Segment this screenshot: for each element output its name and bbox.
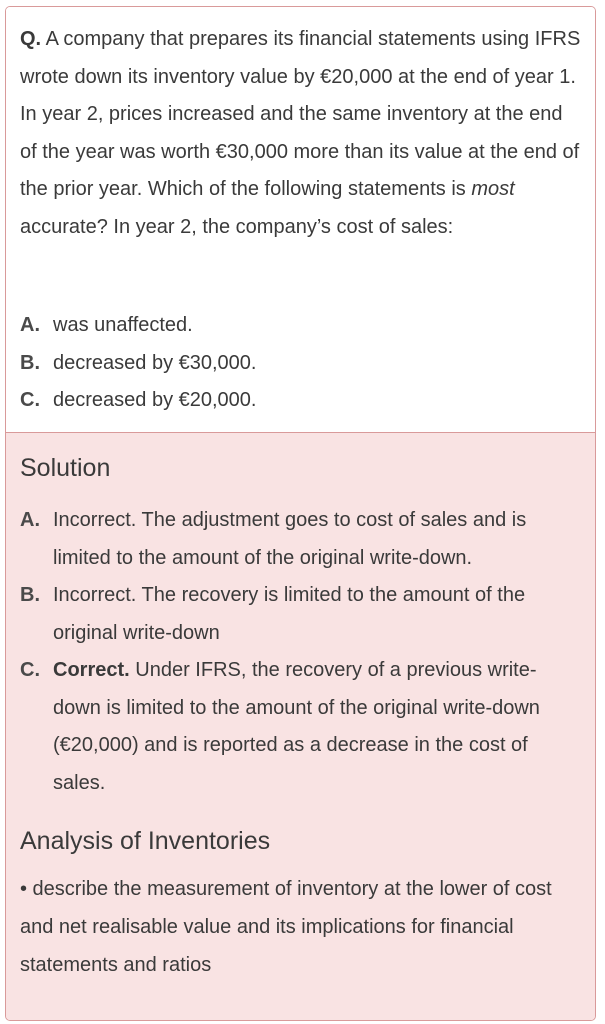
question-stem-part-1: A company that prepares its financial statements using IFRS wrote down its inventory value by €20,000 at the end of year 1. In year 2, prices increased and the same inventory at the end of the year was worth €30,000 more than its value at the end of the prior year. Which of the following statements is [20, 28, 581, 200]
question-label: Q. [20, 28, 42, 50]
learning-outcome-text: • describe the measurement of inventory at the lower of cost and net realisable value and its implications for financial statements and ratios [20, 878, 552, 976]
option-text: decreased by €20,000. [53, 389, 257, 411]
option-a[interactable] [20, 307, 580, 345]
solution-letter: A. [20, 509, 40, 531]
question-stem-part-2: accurate? In year 2, the company’s cost of sales: [20, 215, 454, 238]
option-letter: C. [20, 389, 40, 411]
solution-letter: C. [20, 659, 40, 681]
solution-explanation [53, 502, 580, 577]
option-text: decreased by €30,000. [53, 351, 257, 374]
solution-reason: The adjustment goes to cost of sales and is limited to the amount of the original write-down. [53, 509, 527, 569]
question-text [20, 21, 582, 246]
solution-verdict: Incorrect. [53, 509, 137, 531]
option-letter: A. [20, 314, 40, 336]
solution-section [6, 433, 595, 1020]
solution-verdict: Correct. [53, 659, 130, 681]
solution-item-b [20, 577, 580, 652]
solution-reason: Under IFRS, the recovery of a previous write-down is limited to the amount of the original write-down (€20,000) and is reported as a decrease in the cost of sales. [53, 659, 540, 794]
solution-verdict: Incorrect. [53, 584, 137, 606]
option-c[interactable] [20, 382, 580, 420]
option-text: was unaffected. [53, 314, 193, 336]
solution-list [20, 502, 580, 802]
answer-options [20, 307, 580, 420]
solution-letter: B. [20, 584, 40, 606]
solution-item-c [20, 652, 580, 802]
learning-outcome-title: Analysis of Inventories [20, 827, 271, 855]
solution-reason: The recovery is limited to the amount of the original write-down [53, 584, 526, 644]
question-stem-emphasis: most [471, 178, 515, 200]
solution-item-a [20, 502, 580, 577]
option-b[interactable] [20, 345, 580, 383]
solution-explanation [53, 652, 580, 802]
question-section [6, 7, 595, 433]
solution-explanation [53, 577, 580, 652]
option-letter: B. [20, 351, 40, 374]
question-card [5, 6, 596, 1021]
solution-title: Solution [20, 454, 111, 482]
